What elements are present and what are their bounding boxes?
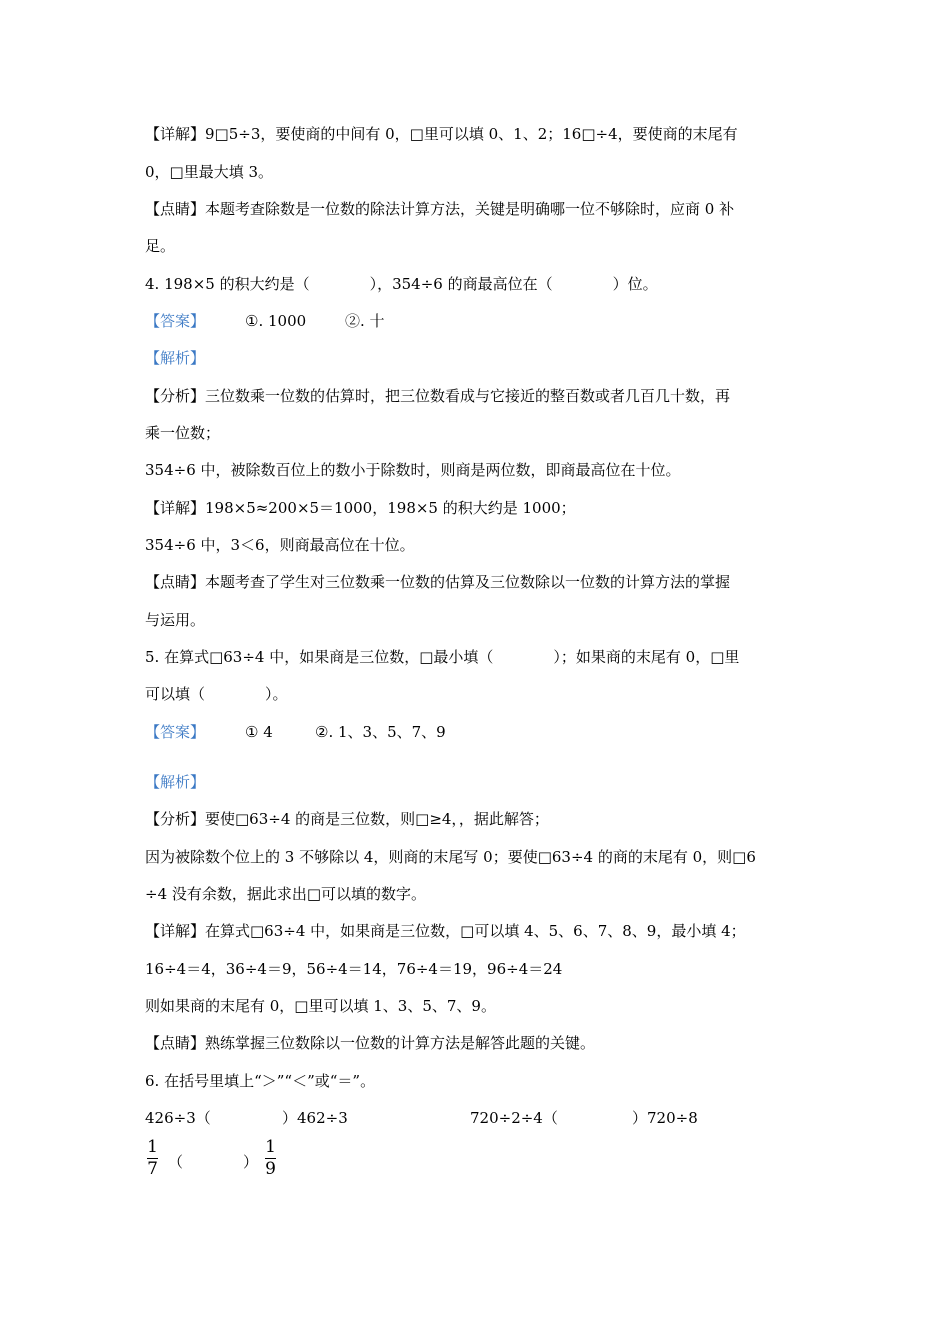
answer-4-tag: 【答案】	[145, 312, 206, 330]
answer-4-item-2: ②. 十	[345, 312, 385, 330]
remark-4-line-1: 【点睛】本题考查了学生对三位数乘一位数的估算及三位数除以一位数的计算方法的掌握	[145, 573, 731, 591]
answer-4-item-1: ①. 1000	[245, 312, 307, 330]
remark-5-line: 【点睛】熟练掌握三位数除以一位数的计算方法是解答此题的关键。	[145, 1034, 596, 1052]
compare-1-left: 426÷3（	[145, 1109, 211, 1127]
analysis-4-tag: 【解析】	[145, 349, 206, 367]
compare-3-paren: （ ）	[168, 1153, 259, 1171]
question-5-line-1: 5. 在算式□63÷4 中，如果商是三位数，□最小填（ ）；如果商的末尾有 0，□里	[145, 648, 740, 666]
analysis-line-2: 乘一位数；	[145, 424, 221, 442]
analysis-5-line-2: 因为被除数个位上的 3 不够除以 4，则商的末尾写 0；要使□63÷4 的商的末尾有 0，则□6	[145, 848, 756, 866]
fraction-one-seventh	[147, 1138, 158, 1179]
analysis-5-line-1: 【分析】要使□63÷4 的商是三位数，则□≥4，，据此解答；	[145, 810, 549, 828]
detail-line-1: 【详解】9□5÷3，要使商的中间有 0，□里可以填 0、1、2；16□÷4，要使商的末尾有	[145, 125, 738, 143]
question-6: 6. 在括号里填上“＞”“＜”或“＝”。	[145, 1072, 376, 1090]
analysis-line-1: 【分析】三位数乘一位数的估算时，把三位数看成与它接近的整百数或者几百几十数，再	[145, 387, 731, 405]
compare-2-left: 720÷2÷4（	[470, 1109, 558, 1127]
question-5-line-2: 可以填（ ）。	[145, 685, 288, 703]
compare-1-right: ）462÷3	[282, 1109, 348, 1127]
detail-4-line-2: 354÷6 中，3＜6，则商最高位在十位。	[145, 536, 415, 554]
remark-4-line-2: 与运用。	[145, 611, 206, 629]
fraction-numerator: 1	[265, 1137, 276, 1157]
detail-5-line-1: 【详解】在算式□63÷4 中，如果商是三位数，□可以填 4、5、6、7、8、9，最小填 4；	[145, 922, 746, 940]
detail-line-2: 0，□里最大填 3。	[145, 163, 274, 181]
remark-line-1: 【点睛】本题考查除数是一位数的除法计算方法，关键是明确哪一位不够除时，应商 0 补	[145, 200, 735, 218]
analysis-5-line-3: ÷4 没有余数，据此求出□可以填的数字。	[145, 885, 427, 903]
remark-line-2: 足。	[145, 237, 176, 255]
detail-5-line-3: 则如果商的末尾有 0，□里可以填 1、3、5、7、9。	[145, 997, 496, 1015]
answer-5-tag: 【答案】	[145, 723, 206, 741]
answer-5-item-2: ②. 1、3、5、7、9	[315, 723, 446, 741]
detail-5-line-2: 16÷4＝4，36÷4＝9，56÷4＝14，76÷4＝19，96÷4＝24	[145, 960, 563, 978]
fraction-denominator: 7	[147, 1159, 158, 1179]
analysis-line-3: 354÷6 中，被除数百位上的数小于除数时，则商是两位数，即商最高位在十位。	[145, 461, 681, 479]
analysis-5-tag: 【解析】	[145, 773, 206, 791]
question-4: 4. 198×5 的积大约是（ ），354÷6 的商最高位在（ ）位。	[145, 275, 658, 293]
compare-2-right: ）720÷8	[632, 1109, 698, 1127]
fraction-numerator: 1	[147, 1137, 158, 1157]
detail-4-line-1: 【详解】198×5≈200×5＝1000，198×5 的积大约是 1000；	[145, 499, 576, 517]
answer-5-item-1: ① 4	[245, 723, 273, 741]
fraction-one-ninth	[265, 1138, 276, 1179]
fraction-denominator: 9	[265, 1159, 276, 1179]
